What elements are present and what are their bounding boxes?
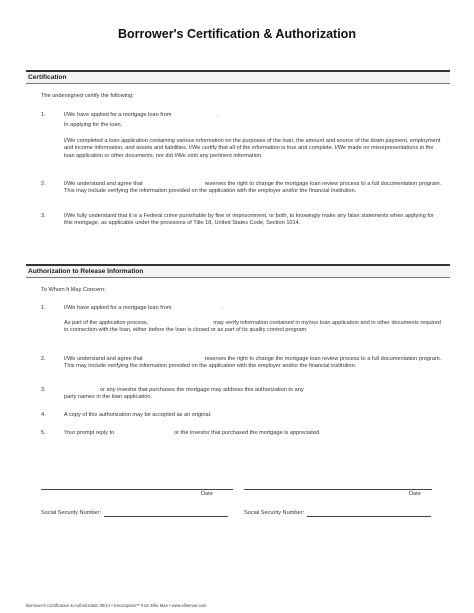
coborrower-date-label: Date bbox=[409, 491, 421, 497]
auth-item-1-line1 bbox=[64, 305, 223, 312]
auth-item-5-line1-pre: Your prompt reply to bbox=[64, 430, 115, 436]
auth-item-1-text bbox=[64, 320, 442, 335]
auth-item-1-line2-post: may verify information contained in my/our loan bbox=[213, 320, 331, 326]
auth-item-3-line1-post: or any investor that purchases the mortgage may address this authorization to any bbox=[100, 387, 304, 393]
auth-item-1-rest: application and in other documents required in connection with the loan, either before the loan is closed or as part of its quality control program. bbox=[64, 320, 441, 334]
auth-item-4-number: 4. bbox=[41, 412, 46, 418]
cert-item-1-number: 1. bbox=[41, 112, 46, 118]
coborrower-signature-line[interactable] bbox=[244, 489, 432, 490]
auth-item-5-line1-post: or the investor that purchased the mortgage is appreciated. bbox=[174, 430, 321, 436]
cert-item-3-number: 3. bbox=[41, 213, 46, 219]
auth-item-1-line1-pre: I/We have applied for a mortgage loan from bbox=[64, 305, 172, 311]
cert-item-1-line1 bbox=[64, 112, 218, 119]
cert-item-1-paragraph: I/We completed a loan application containing various information on the purposes of the loan, the amount and source of the down payment, employment and income information, and assets and liabilities. I/We certify that all of the information is true and complete. I/We made no misrepresentations in the loan application or other documents, nor did I/We omit any pertinent information. bbox=[64, 138, 441, 159]
auth-item-2-text bbox=[64, 356, 442, 371]
auth-item-3-number: 3. bbox=[41, 387, 46, 393]
cert-item-2-line1-post: reserves the right to change the mortgage loan bbox=[204, 181, 321, 187]
auth-item-2-line1-post: reserves the right to change the mortgage loan bbox=[204, 356, 321, 362]
section-heading-authorization: Authorization to Release Information bbox=[26, 264, 450, 278]
auth-item-5-number: 5. bbox=[41, 430, 46, 436]
coborrower-ssn-line[interactable] bbox=[307, 516, 431, 517]
auth-item-5-text bbox=[64, 430, 321, 437]
borrower-date-label: Date bbox=[201, 491, 213, 497]
cert-item-2-number: 2. bbox=[41, 181, 46, 187]
page-footer: Borrower's Certification & Authorization 09/14 • Encompass™ from Ellie Mae • www.elliemae.com bbox=[26, 603, 207, 608]
borrower-ssn-label: Social Security Number: bbox=[41, 510, 101, 516]
auth-item-1-line2-pre: As part of the application process, bbox=[64, 320, 149, 326]
cert-item-1-line1-post: . bbox=[216, 112, 219, 118]
cert-item-2-text bbox=[64, 181, 442, 196]
cert-item-2-rest: review process to a full documentation program. This may include verifying the information provided on the application with the employer and/or the financial institution. bbox=[64, 181, 442, 195]
cert-item-1-line1-pre: I/We have applied for a mortgage loan from bbox=[64, 112, 172, 118]
auth-item-2-line1-pre: I/We understand and agree that bbox=[64, 356, 143, 362]
coborrower-ssn-label: Social Security Number: bbox=[244, 510, 304, 516]
borrower-signature-line[interactable] bbox=[41, 489, 233, 490]
auth-item-3-rest: party names in the loan application. bbox=[64, 394, 153, 401]
auth-item-2-number: 2. bbox=[41, 356, 46, 362]
auth-item-3-text bbox=[64, 387, 442, 402]
certification-intro: The undersigned certify the following: bbox=[41, 93, 134, 99]
cert-item-1-line2: In applying for the loan, bbox=[64, 122, 123, 128]
section-heading-certification: Certification bbox=[26, 70, 450, 84]
page-title: Borrower's Certification & Authorization bbox=[118, 27, 356, 41]
cert-item-2-line1-pre: I/We understand and agree that bbox=[64, 181, 143, 187]
authorization-intro: To Whom It May Concern: bbox=[41, 287, 106, 293]
cert-item-3-text: I/We fully understand that it is a Federal crime punishable by fine or imprisonment, or both, to knowingly make any false statements when applying for this mortgage, as applicable under the provisions of Title 18, United States Code, Section 1014. bbox=[64, 213, 434, 227]
auth-item-1-line1-post: . bbox=[221, 305, 224, 311]
auth-item-1-number: 1. bbox=[41, 305, 46, 311]
auth-item-2-rest: review process to a full documentation program. This may include verifying the information provided on the application with the employer and/or the financial institution. bbox=[64, 356, 442, 370]
borrower-ssn-line[interactable] bbox=[104, 516, 228, 517]
auth-item-4-text: A copy of this authorization may be accepted as an original. bbox=[64, 412, 212, 418]
